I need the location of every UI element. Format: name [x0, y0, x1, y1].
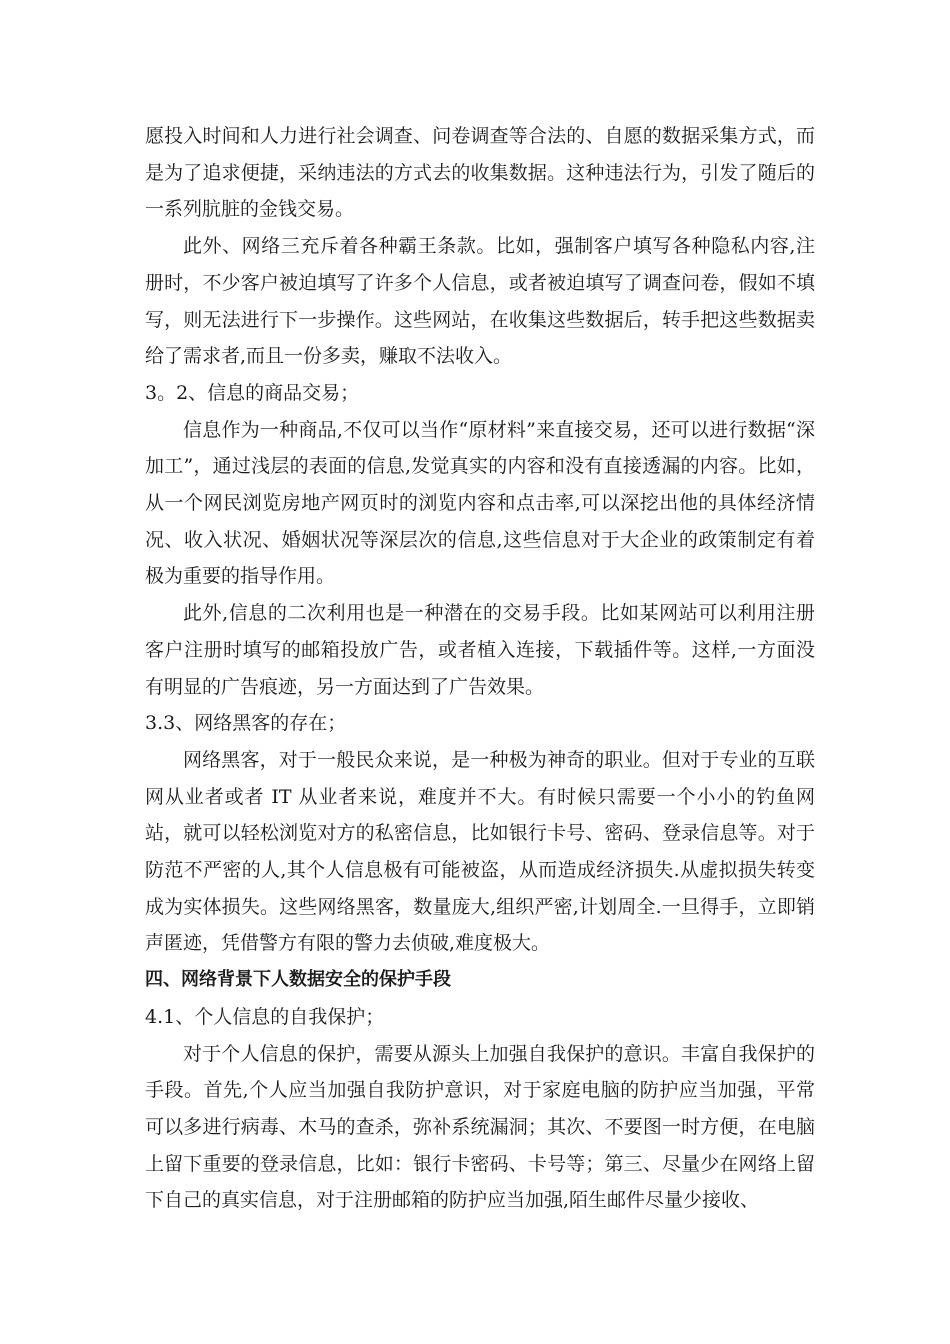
document-body	[145, 118, 815, 1219]
subheading-3-3: 3.3、网络黑客的存在；	[145, 712, 347, 735]
subheading-4-1: 4.1、个人信息的自我保护；	[145, 1005, 385, 1028]
paragraph-unfair-terms: 此外、网络三充斥着各种霸王条款。比如，强制客户填写各种隐私内容,注册时，不少客户被迫填写了许多个人信息，或者被迫填写了调查问卷，假如不填写，则无法进行下一步操作。这些网站，在收集这些数据后，转手把这些数据卖给了需求者,而且一份多卖，赚取不法收入。	[145, 235, 815, 368]
subheading-3-2: 3。2、信息的商品交易；	[145, 381, 360, 404]
paragraph-continuation: 愿投入时间和人力进行社会调查、问卷调查等合法的、自愿的数据采集方式，而是为了追求便捷，采纳违法的方式去的收集数据。这种违法行为，引发了随后的一系列肮脏的金钱交易。	[145, 125, 815, 221]
paragraph-secondary-use: 此外,信息的二次利用也是一种潜在的交易手段。比如某网站可以利用注册客户注册时填写的邮箱投放广告，或者植入连接，下载插件等。这样,一方面没有明显的广告痕迹，另一方面达到了广告效果。	[145, 602, 815, 698]
paragraph-hackers: 网络黑客，对于一般民众来说，是一种极为神奇的职业。但对于专业的互联网从业者或者 IT 从业者来说，难度并不大。有时候只需要一个小小的钓鱼网站，就可以轻松浏览对方的私密信息，比如银行卡号、密码、登录信息等。对于防范不严密的人,其个人信息极有可能被盗，从而造成经济损失.从虚拟损失转变成为实体损失。这些网络黑客，数量庞大,组织严密,计划周全.一旦得手，立即销声匿迹，凭借警方有限的警力去侦破,难度极大。	[145, 748, 815, 955]
paragraph-self-protection: 对于个人信息的保护，需要从源头上加强自我保护的意识。丰富自我保护的手段。首先,个人应当加强自我防护意识，对于家庭电脑的防护应当加强，平常可以多进行病毒、木马的查杀，弥补系统漏洞；其次、不要图一时方便，在电脑上留下重要的登录信息，比如：银行卡密码、卡号等；第三、尽量少在网络上留下自己的真实信息，对于注册邮箱的防护应当加强,陌生邮件尽量少接收、	[145, 1042, 815, 1212]
section-heading-4: 四、网络背景下人数据安全的保护手段	[145, 969, 451, 991]
paragraph-information-as-commodity: 信息作为一种商品,不仅可以当作“原材料”来直接交易，还可以进行数据“深加工”，通过浅层的表面的信息,发觉真实的内容和没有直接透漏的内容。比如，从一个网民浏览房地产网页时的浏览内容和点击率,可以深挖出他的具体经济情况、收入状况、婚姻状况等深层次的信息,这些信息对于大企业的政策制定有着极为重要的指导作用。	[145, 418, 815, 588]
